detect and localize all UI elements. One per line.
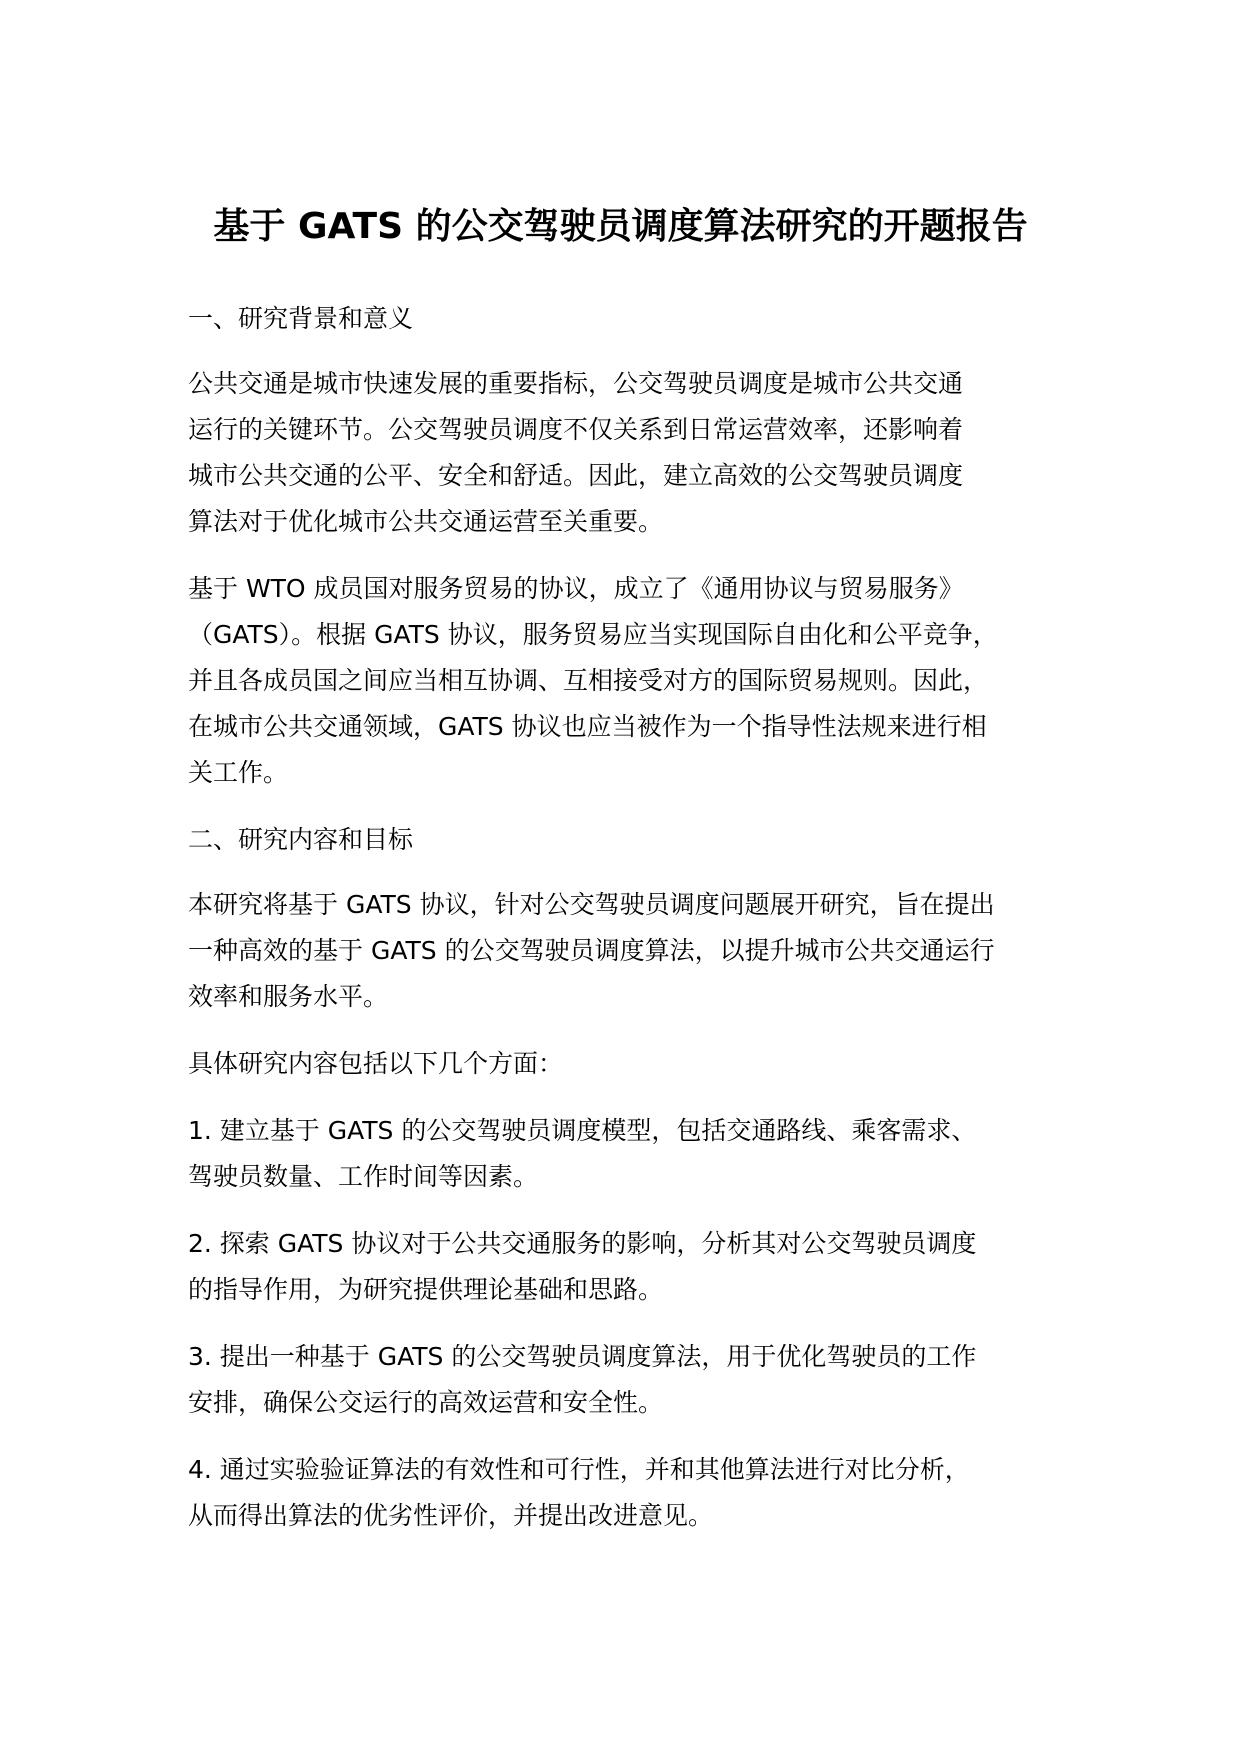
text-line: （GATS）。根据 GATS 协议，服务贸易应当实现国际自由化和公平竞争， (188, 620, 998, 649)
text-line: 2. 探索 GATS 协议对于公共交通服务的影响，分析其对公交驾驶员调度 (188, 1229, 977, 1258)
text-line: 一、研究背景和意义 (188, 304, 414, 333)
text-line: 1. 建立基于 GATS 的公交驾驶员调度模型，包括交通路线、乘客需求、 (188, 1116, 977, 1145)
text-line: 安排，确保公交运行的高效运营和安全性。 (188, 1388, 664, 1417)
text-line: 在城市公共交通领域，GATS 协议也应当被作为一个指导性法规来进行相 (188, 712, 987, 741)
text-line: 关工作。 (188, 758, 289, 787)
paragraph (188, 1447, 1088, 1539)
text-line: 算法对于优化城市公共交通运营至关重要。 (188, 507, 664, 536)
text-line: 公共交通是城市快速发展的重要指标，公交驾驶员调度是城市公共交通 (188, 369, 964, 398)
paragraph (188, 1108, 1088, 1200)
text-line: 一种高效的基于 GATS 的公交驾驶员调度算法，以提升城市公共交通运行 (188, 936, 995, 965)
text-line: 基于 WTO 成员国对服务贸易的协议，成立了《通用协议与贸易服务》 (188, 574, 964, 603)
text-line: 城市公共交通的公平、安全和舒适。因此，建立高效的公交驾驶员调度 (188, 461, 964, 490)
text-line: 效率和服务水平。 (188, 982, 389, 1011)
paragraph (188, 361, 1088, 545)
text-line: 运行的关键环节。公交驾驶员调度不仅关系到日常运营效率，还影响着 (188, 415, 964, 444)
section-heading (188, 296, 1088, 342)
text-line: 3. 提出一种基于 GATS 的公交驾驶员调度算法，用于优化驾驶员的工作 (188, 1342, 977, 1371)
paragraph (188, 882, 1088, 1020)
paragraph (188, 1334, 1088, 1426)
paragraph (188, 1221, 1088, 1313)
text-line: 驾驶员数量、工作时间等因素。 (188, 1162, 539, 1191)
text-line: 从而得出算法的优劣性评价，并提出改进意见。 (188, 1501, 714, 1530)
text-line: 本研究将基于 GATS 协议，针对公交驾驶员调度问题展开研究，旨在提出 (188, 890, 995, 919)
text-line: 4. 通过实验验证算法的有效性和可行性，并和其他算法进行对比分析， (188, 1455, 970, 1484)
text-line: 的指导作用，为研究提供理论基础和思路。 (188, 1275, 664, 1304)
paragraph (188, 566, 1088, 796)
section-heading (188, 817, 1088, 863)
document-body (188, 296, 1088, 1560)
document-title: 基于 GATS 的公交驾驶员调度算法研究的开题报告 (213, 206, 1028, 248)
text-line: 二、研究内容和目标 (188, 825, 414, 854)
text-line: 具体研究内容包括以下几个方面： (188, 1049, 564, 1078)
text-line: 并且各成员国之间应当相互协调、互相接受对方的国际贸易规则。因此， (188, 666, 989, 695)
paragraph (188, 1041, 1088, 1087)
